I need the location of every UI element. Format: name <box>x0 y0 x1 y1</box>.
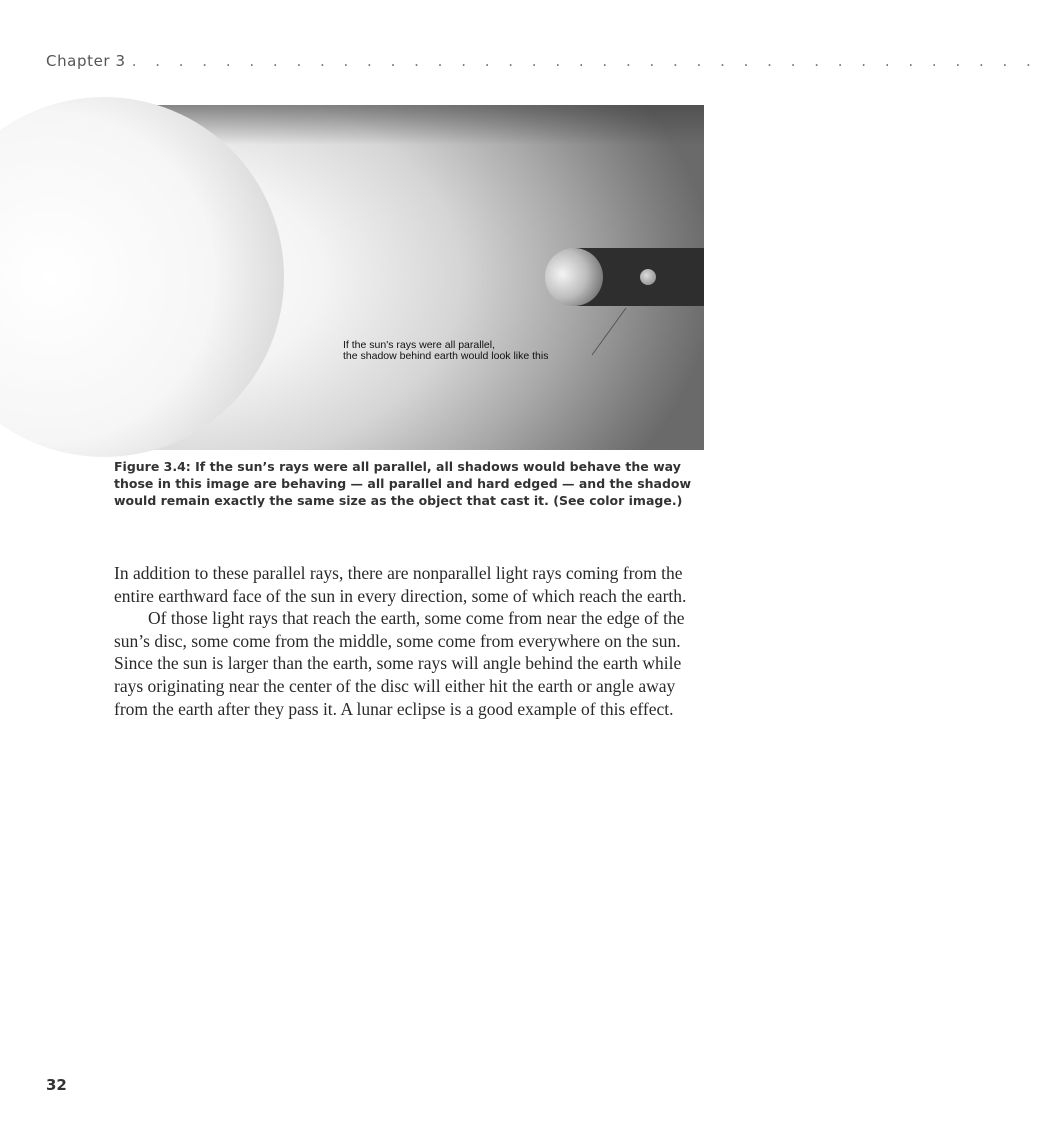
leader-dots: . . . . . . . . . . . . . . . . . . . . . . . . . . . . . . . . . . . . . . . <box>131 52 1038 70</box>
figure-label-line2: the shadow behind earth would look like this <box>343 350 549 362</box>
figure-label-line1: If the sun's rays were all parallel, <box>343 339 495 351</box>
running-head <box>46 52 1038 72</box>
body-text <box>114 562 704 720</box>
chapter-label: Chapter 3 <box>46 52 126 70</box>
figure-illustration <box>114 105 704 450</box>
moon-disc <box>640 269 656 285</box>
paragraph-2: Of those light rays that reach the earth, some come from near the edge of the sun’s disc, some come from the middle, some come from everywhere on the sun. Since the sun is larger than the earth, some rays will angle behind the earth while rays originating near the center of the disc will either hit the earth or angle away from the earth after they pass it. A lunar eclipse is a good example of this effect. <box>114 608 685 719</box>
page-number: 32 <box>46 1076 67 1094</box>
paragraph-1: In addition to these parallel rays, there are nonparallel light rays coming from the entire earthward face of the sun in every direction, some of which reach the earth. <box>114 563 687 606</box>
figure-sun-earth-shadow <box>114 105 704 450</box>
figure-caption: Figure 3.4: If the sun’s rays were all parallel, all shadows would behave the way those in this image are behaving — all parallel and hard edged — and the shadow would remain exactly the same size as the object that cast it. (See color image.) <box>114 459 692 508</box>
sun-disc <box>0 97 284 457</box>
earth-disc <box>545 248 603 306</box>
figure-label <box>343 340 548 362</box>
label-leader-line <box>592 308 626 355</box>
